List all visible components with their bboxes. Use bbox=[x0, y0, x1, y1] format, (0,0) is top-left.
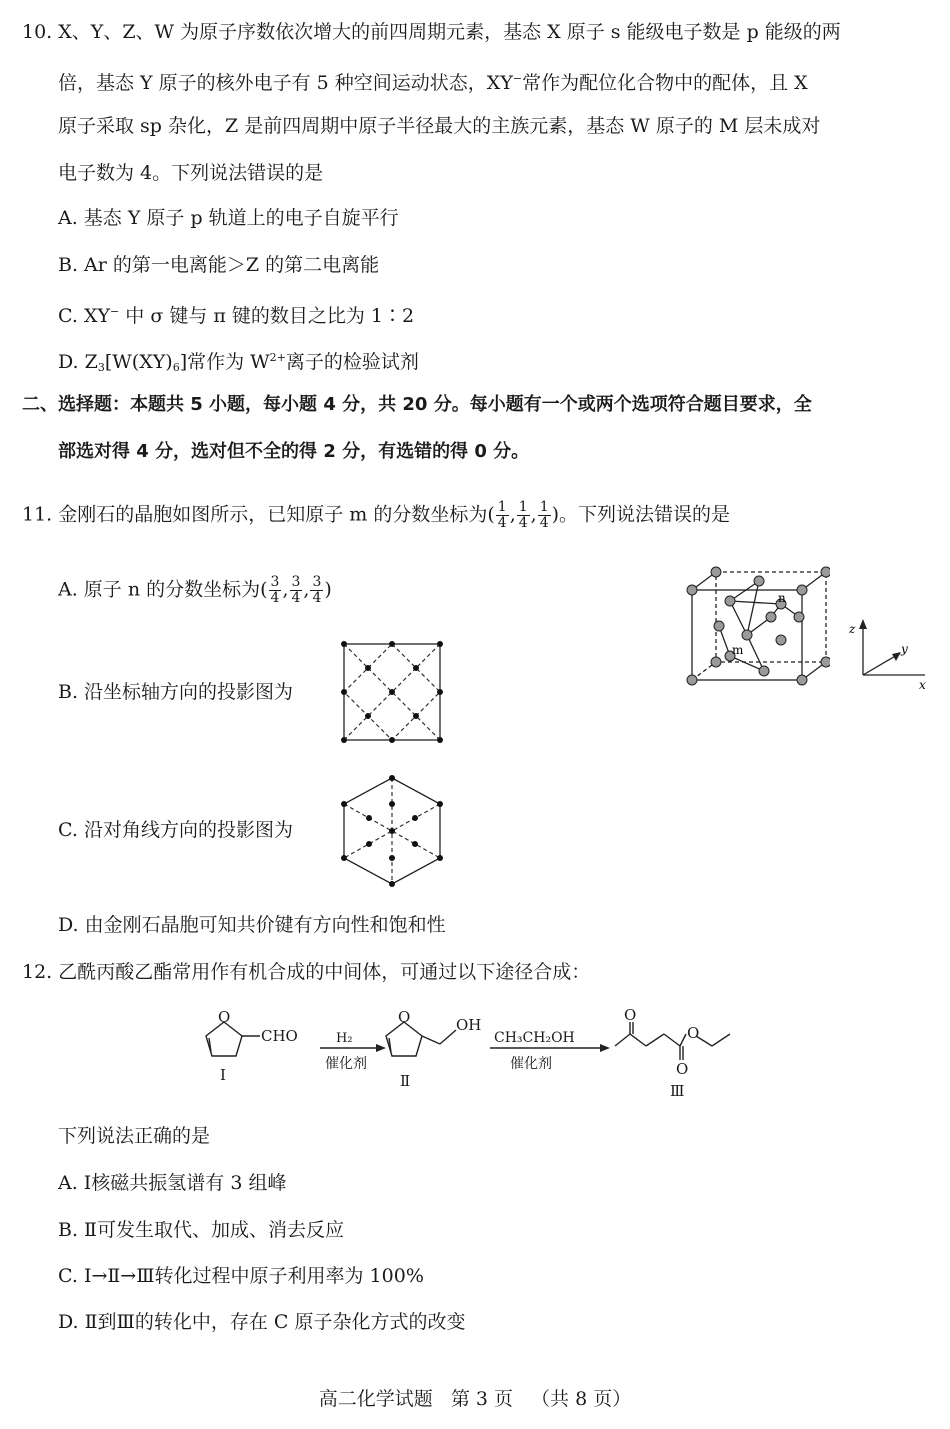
furan-o-label-2: O bbox=[398, 1008, 411, 1026]
label-n: n bbox=[778, 591, 786, 605]
label-compound-3: Ⅲ bbox=[670, 1082, 685, 1100]
q11-option-c: C. 沿对角线方向的投影图为 bbox=[58, 819, 293, 841]
page-footer bbox=[0, 1384, 950, 1411]
footer-subject: 高二化学试题 bbox=[318, 1388, 433, 1410]
axis-diagram bbox=[845, 615, 935, 695]
footer-total: （共 8 页） bbox=[531, 1388, 632, 1410]
footer-page: 第 3 页 bbox=[450, 1388, 513, 1410]
section2-heading-line1: 二、选择题：本题共 5 小题，每小题 4 分，共 20 分。每小题有一个或两个选项符合题目要求，全 bbox=[22, 394, 812, 415]
q10-option-b: B. Ar 的第一电离能＞Z 的第二电离能 bbox=[58, 254, 380, 276]
q10-stem-line3: 原子采取 sp 杂化，Z 是前四周期中原子半径最大的主族元素，基态 W 原子的 M 层未成对 bbox=[58, 115, 821, 137]
catalyst-label-2: 催化剂 bbox=[510, 1056, 552, 1072]
q10-stem-line1: 10. X、Y、Z、W 为原子序数依次增大的前四周期元素，基态 X 原子 s 能级电子数是 p 能级的两 bbox=[22, 21, 841, 43]
q12-option-a: A. Ⅰ核磁共振氢谱有 3 组峰 bbox=[58, 1172, 287, 1194]
carbonyl-o-label: O bbox=[676, 1060, 689, 1078]
q11-stem: 11. 金刚石的晶胞如图所示，已知原子 m 的分数坐标为( $\frac{1}{4}$ , $\frac{1}{4}$ , $\frac{1}{4}$ )。下列说法错误的是 bbox=[22, 499, 731, 531]
q12-prompt: 下列说法正确的是 bbox=[58, 1125, 211, 1147]
label-compound-2: Ⅱ bbox=[400, 1072, 411, 1090]
synthesis-scheme bbox=[190, 1008, 750, 1100]
diagonal-projection-figure bbox=[336, 772, 448, 890]
axis-y-label: y bbox=[901, 642, 908, 656]
h2-label: H₂ bbox=[336, 1031, 353, 1046]
q12-stem: 12. 乙酰丙酸乙酯常用作有机合成的中间体，可通过以下途径合成： bbox=[22, 961, 591, 983]
furan-o-label-1: O bbox=[218, 1008, 231, 1026]
q10-option-d: D. $Z_3[W(XY)_6]$常作为 $W^{2+}$离子的检验试剂 bbox=[58, 351, 419, 374]
q10-option-a: A. 基态 Y 原子 p 轨道上的电子自旋平行 bbox=[58, 207, 399, 229]
q10-option-c: C. XY− 中 σ 键与 π 键的数目之比为 1∶2 bbox=[58, 305, 415, 327]
q10-stem-line4: 电子数为 4。下列说法错误的是 bbox=[58, 162, 324, 184]
ketone-o-label: O bbox=[624, 1008, 637, 1024]
diamond-unit-cell-figure bbox=[680, 560, 830, 690]
section2-heading-line2: 部选对得 4 分，选对但不全的得 2 分，有选错的得 0 分。 bbox=[58, 441, 530, 462]
q12-option-c: C. Ⅰ→Ⅱ→Ⅲ转化过程中原子利用率为 100% bbox=[58, 1265, 424, 1287]
q12-option-b: B. Ⅱ可发生取代、加成、消去反应 bbox=[58, 1219, 344, 1241]
q11-option-a: A. 原子 n 的分数坐标为( $\frac{3}{4}$ , $\frac{3}{4}$ , $\frac{3}{4}$ ) bbox=[58, 574, 332, 606]
ester-o-label: O bbox=[687, 1024, 700, 1042]
oh-label: OH bbox=[456, 1016, 482, 1034]
axial-projection-figure bbox=[338, 638, 446, 746]
axis-x-label: x bbox=[919, 678, 926, 692]
axis-z-label: z bbox=[849, 622, 856, 636]
label-compound-1: Ⅰ bbox=[220, 1066, 226, 1084]
q11-option-b: B. 沿坐标轴方向的投影图为 bbox=[58, 681, 294, 703]
ethanol-label: CH₃CH₂OH bbox=[494, 1030, 575, 1046]
q12-option-d: D. Ⅱ到Ⅲ的转化中，存在 C 原子杂化方式的改变 bbox=[58, 1311, 466, 1333]
label-m: m bbox=[732, 643, 744, 657]
q10-stem-line2: 倍，基态 Y 原子的核外电子有 5 种空间运动状态，XY−常作为配位化合物中的配体，且 X bbox=[58, 72, 808, 94]
catalyst-label-1: 催化剂 bbox=[325, 1056, 367, 1072]
q11-option-d: D. 由金刚石晶胞可知共价键有方向性和饱和性 bbox=[58, 914, 446, 936]
cho-label: CHO bbox=[261, 1027, 298, 1045]
